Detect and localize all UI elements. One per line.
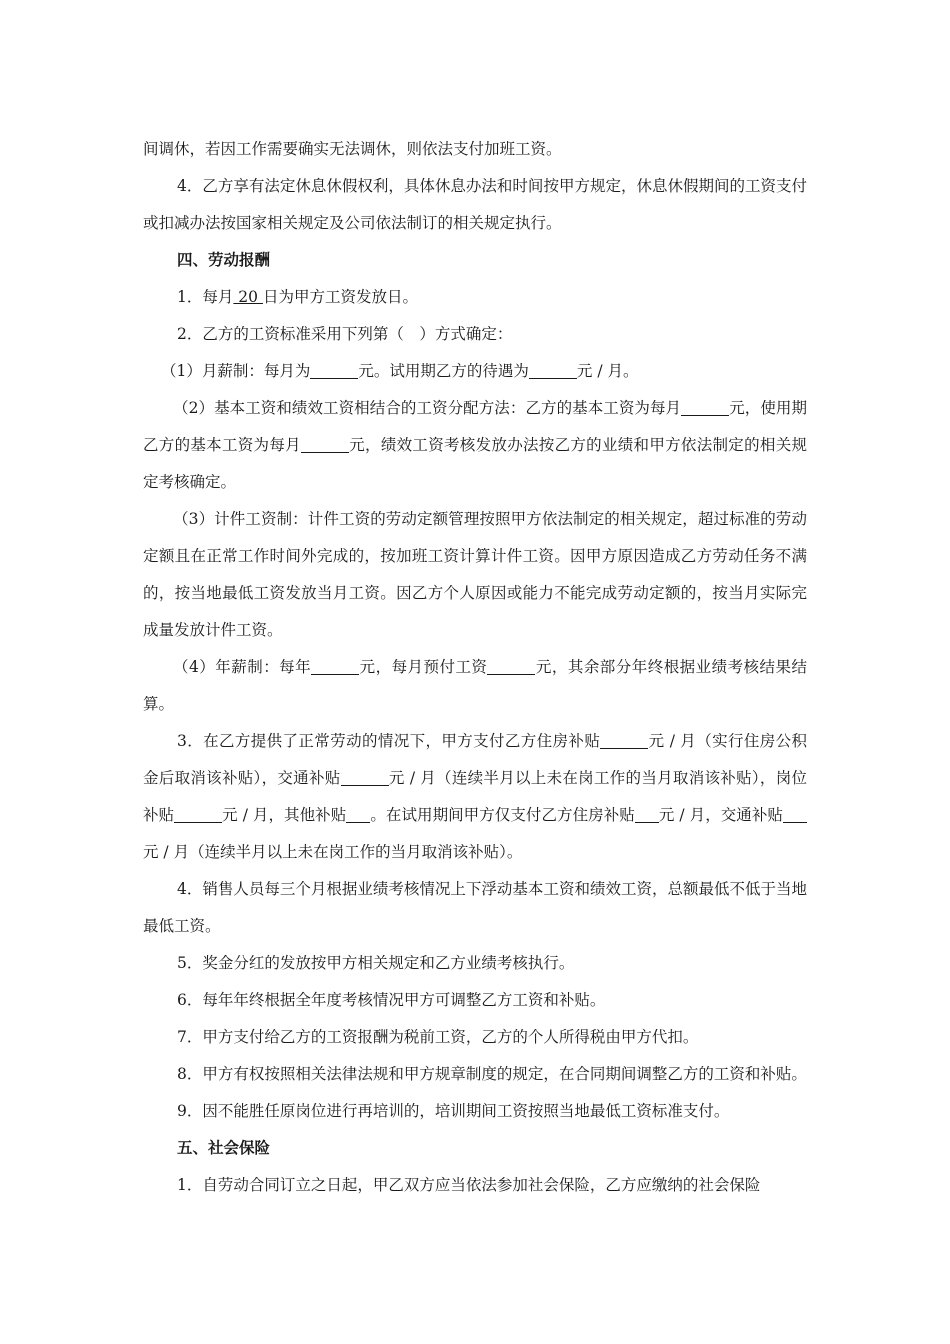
blank-field <box>487 659 535 676</box>
section-heading-remuneration: 四、劳动报酬 <box>177 251 271 269</box>
tax-clause: 7．甲方支付给乙方的工资报酬为税前工资，乙方的个人所得税由甲方代扣。 <box>177 1028 699 1046</box>
option-base-plus-performance: （2）基本工资和绩效工资相结合的工资分配方法：乙方的基本工资为每月 元，使用期乙方的基本工资为每月 元，绩效工资考核发放办法按乙方的业绩和甲方依法制定的相关规定考核确定。 <box>143 399 807 491</box>
sales-wage-clause: 4．销售人员每三个月根据业绩考核情况上下浮动基本工资和绩效工资，总额最低不低于当地最低工资。 <box>143 880 807 935</box>
blank-field <box>301 437 349 454</box>
option-monthly-salary: （1）月薪制：每月为 元。试用期乙方的待遇为 元 / 月。 <box>161 362 639 380</box>
annual-adjust-clause: 6．每年年终根据全年度考核情况甲方可调整乙方工资和补贴。 <box>177 991 606 1009</box>
blank-field <box>310 363 358 380</box>
allowance-clause: 3．在乙方提供了正常劳动的情况下，甲方支付乙方住房补贴 元 / 月（实行住房公积金后取消该补贴），交通补贴 元 / 月（连续半月以上未在岗工作的当月取消该补贴），岗位补贴 元 / 月，其他补贴 。在试用期间甲方仅支付乙方住房补贴 元 / 月，交通补贴元 / 月（连续半月以上未在岗工作的当月取消该补贴）。 <box>143 732 807 861</box>
social-insurance-clause: 1．自劳动合同订立之日起，甲乙双方应当依法参加社会保险，乙方应缴纳的社会保险 <box>177 1176 761 1194</box>
blank-field <box>783 807 807 824</box>
retraining-wage-clause: 9．因不能胜任原岗位进行再培训的，培训期间工资按照当地最低工资标准支付。 <box>177 1102 730 1120</box>
blank-field <box>174 807 222 824</box>
adjust-rights-clause: 8．甲方有权按照相关法律法规和甲方规章制度的规定，在合同期间调整乙方的工资和补贴。 <box>177 1065 807 1083</box>
blank-field <box>635 807 659 824</box>
wage-method-clause: 2．乙方的工资标准采用下列第（ ）方式确定： <box>177 325 513 343</box>
paragraph-continuation: 间调休，若因工作需要确实无法调休，则依法支付加班工资。 <box>143 140 562 158</box>
bonus-clause: 5．奖金分红的发放按甲方相关规定和乙方业绩考核执行。 <box>177 954 575 972</box>
option-piece-rate: （3）计件工资制：计件工资的劳动定额管理按照甲方依法制定的相关规定，超过标准的劳动定额且在正常工作时间外完成的，按加班工资计算计件工资。因甲方原因造成乙方劳动任务不满的，按当地最低工资发放当月工资。因乙方个人原因或能力不能完成劳动定额的，按当月实际完成量发放计件工资。 <box>143 510 807 639</box>
blank-field <box>681 400 729 417</box>
pay-day-value: 20 <box>233 288 263 306</box>
blank-field <box>341 770 389 787</box>
blank-field <box>600 733 648 750</box>
option-annual-salary: （4）年薪制：每年 元，每月预付工资 元，其余部分年终根据业绩考核结果结算。 <box>143 658 807 713</box>
pay-day-clause: 1．每月 20 日为甲方工资发放日。 <box>177 288 418 306</box>
document-page <box>143 131 807 1204</box>
blank-field <box>346 807 370 824</box>
paragraph-rest-leave: 4．乙方享有法定休息休假权利，具体休息办法和时间按甲方规定，休息休假期间的工资支付或扣减办法按国家相关规定及公司依法制订的相关规定执行。 <box>143 177 807 232</box>
section-heading-social-insurance: 五、社会保险 <box>177 1139 271 1157</box>
blank-field <box>311 659 359 676</box>
blank-field <box>529 363 577 380</box>
